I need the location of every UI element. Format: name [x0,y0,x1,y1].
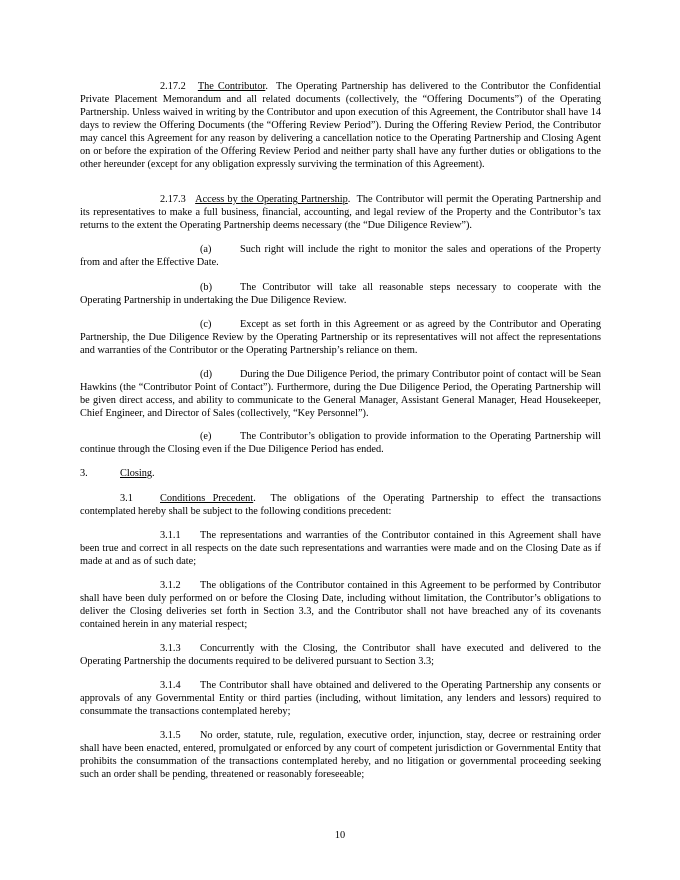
subsection-label: (a) [200,244,212,255]
subsection-text: The Contributor will take all reasonable steps necessary to cooperate with the Operating Partnership in undertaking the Due Diligence Review. [80,282,601,306]
page-number: 10 [334,830,346,841]
section-number: 3. [80,468,88,479]
section-text: The obligations of the Operating Partnership to effect the transactions contemplated hereby shall be subject to the following conditions precedent: [80,493,601,517]
section-number: 2.17.3 [160,194,186,205]
section-3-1-3 [80,642,601,668]
subsection-label: (d) [200,369,213,380]
section-text: The Operating Partnership has delivered to the Contributor the Confidential Private Placement Memorandum and all related documents (collectively, the “Offering Documents”) of the Operating Partnership. Unless waived in writing by the Contributor and upon execution of this Agreement, the Contributor shall have 14 days to review the Offering Documents (the “Offering Review Period”). During the Offering Review Period, the Contributor may cancel this Agreement for any reason by delivering a cancellation notice to the Operating Partnership and Closing Agent on or before the expiration of the Offering Review Period and neither party shall have any further duties or obligations to the other hereunder (except for any obligation expressly surviving the termination of this Agreement). [80,81,601,170]
section-text: The Contributor will permit the Operating Partnership and its representatives to make a full business, financial, accounting, and legal review of the Property and the Contributor’s tax returns to the extent the Operating Partnership deems necessary (the “Due Diligence Review”). [80,194,601,231]
section-heading: The Contributor [197,81,266,92]
section-heading: Access by the Operating Partnership [195,194,348,205]
subsection-label: (b) [200,282,213,293]
section-number: 2.17.2 [160,81,186,92]
subsection-text: Except as set forth in this Agreement or as agreed by the Contributor and Operating Partnership, the Due Diligence Review by the Operating Partnership or its representatives will not affect the representations and warranties of the Contributor or the Operating Partnership’s reliance on them. [80,319,601,356]
subsection-c [80,318,601,357]
section-3-1: 3.1 Conditions Precedent. The obligations of the Operating Partnership to effect the transactions contemplated hereby shall be subject to the following conditions precedent: [80,493,601,517]
section-text: The Contributor shall have obtained and delivered to the Operating Partnership any consents or approvals of any Governmental Entity or third parties (including, without limitation, any lenders and lessors) required to consummate the transactions contemplated hereby; [80,680,601,717]
subsection-label: (e) [200,431,212,442]
subsection-a [80,243,601,269]
section-3-1-5 [80,729,601,781]
subsection-text: During the Due Diligence Period, the primary Contributor point of contact will be Sean Hawkins (the “Contributor Point of Contact”). Furthermore, during the Due Diligence Period, the Operating Partnership will be given direct access, and ability to communicate to the General Manager, Assistant General Manager, Head Housekeeper, Chief Engineer, and Director of Sales (collectively, “Key Personnel”). [80,369,601,419]
section-3-1-2 [80,579,601,631]
section-3-heading: 3. Closing. [80,468,155,479]
section-text: No order, statute, rule, regulation, executive order, injunction, stay, decree or restraining order shall have been enacted, entered, promulgated or enforced by any court of competent jurisdiction or Governmental Entity that prohibits the consummation of the transactions contemplated hereby, and no litigation or governmental proceeding seeking such an order shall be pending, threatened or reasonably foreseeable; [80,730,601,780]
subsection-d [80,368,601,420]
section-3-1-1 [80,529,601,568]
section-number: 3.1 [120,493,133,504]
subsection-e [80,430,601,456]
section-heading: Closing [120,468,153,479]
section-text: The obligations of the Contributor contained in this Agreement to be performed by Contributor shall have been duly performed on or before the Closing Date, including without limitation, the Contributor’s obligations to deliver the Closing deliveries set forth in Section 3.3, and the Contributor shall not have breached any of its covenants contained herein in any material respect; [80,580,601,630]
subsection-b [80,281,601,307]
subsection-text: Such right will include the right to monitor the sales and operations of the Property from and after the Effective Date. [80,244,601,268]
section-text: The representations and warranties of the Contributor contained in this Agreement shall have been true and correct in all respects on the date such representations and warranties were made and on the Closing Date as if made at and as of such date; [80,530,601,567]
subsection-label: (c) [200,319,212,330]
section-number: 3.1.5 [160,730,181,741]
section-number: 3.1.4 [160,680,181,691]
section-2-17-3: 2.17.3 Access by the Operating Partnership. The Contributor will permit the Operating Partnership and its representatives to make a full business, financial, accounting, and legal review of the Property and the Contributor’s tax returns to the extent the Operating Partnership deems necessary (the “Due Diligence Review”). [80,194,601,231]
section-3-1-4 [80,679,601,718]
section-heading: Conditions Precedent [160,493,254,504]
section-number: 3.1.1 [160,530,181,541]
section-number: 3.1.3 [160,643,181,654]
section-number: 3.1.2 [160,580,181,591]
section-2-17-2: 2.17.2 The Contributor. The Operating Partnership has delivered to the Contributor the Confidential Private Placement Memorandum and all related documents (collectively, the “Offering Documents”) of the Operating Partnership. Unless waived in writing by the Contributor and upon execution of this Agreement, the Contributor shall have 14 days to review the Offering Documents (the “Offering Review Period”). During the Offering Review Period, the Contributor may cancel this Agreement for any reason by delivering a cancellation notice to the Operating Partnership and Closing Agent on or before the expiration of the Offering Review Period and neither party shall have any further duties or obligations to the other hereunder (except for any obligation expressly surviving the termination of this Agreement). [80,81,601,170]
section-text: Concurrently with the Closing, the Contributor shall have executed and delivered to the Operating Partnership the documents required to be delivered pursuant to Section 3.3; [80,643,601,667]
subsection-text: The Contributor’s obligation to provide information to the Operating Partnership will continue through the Closing even if the Due Diligence Period has ended. [80,431,601,455]
